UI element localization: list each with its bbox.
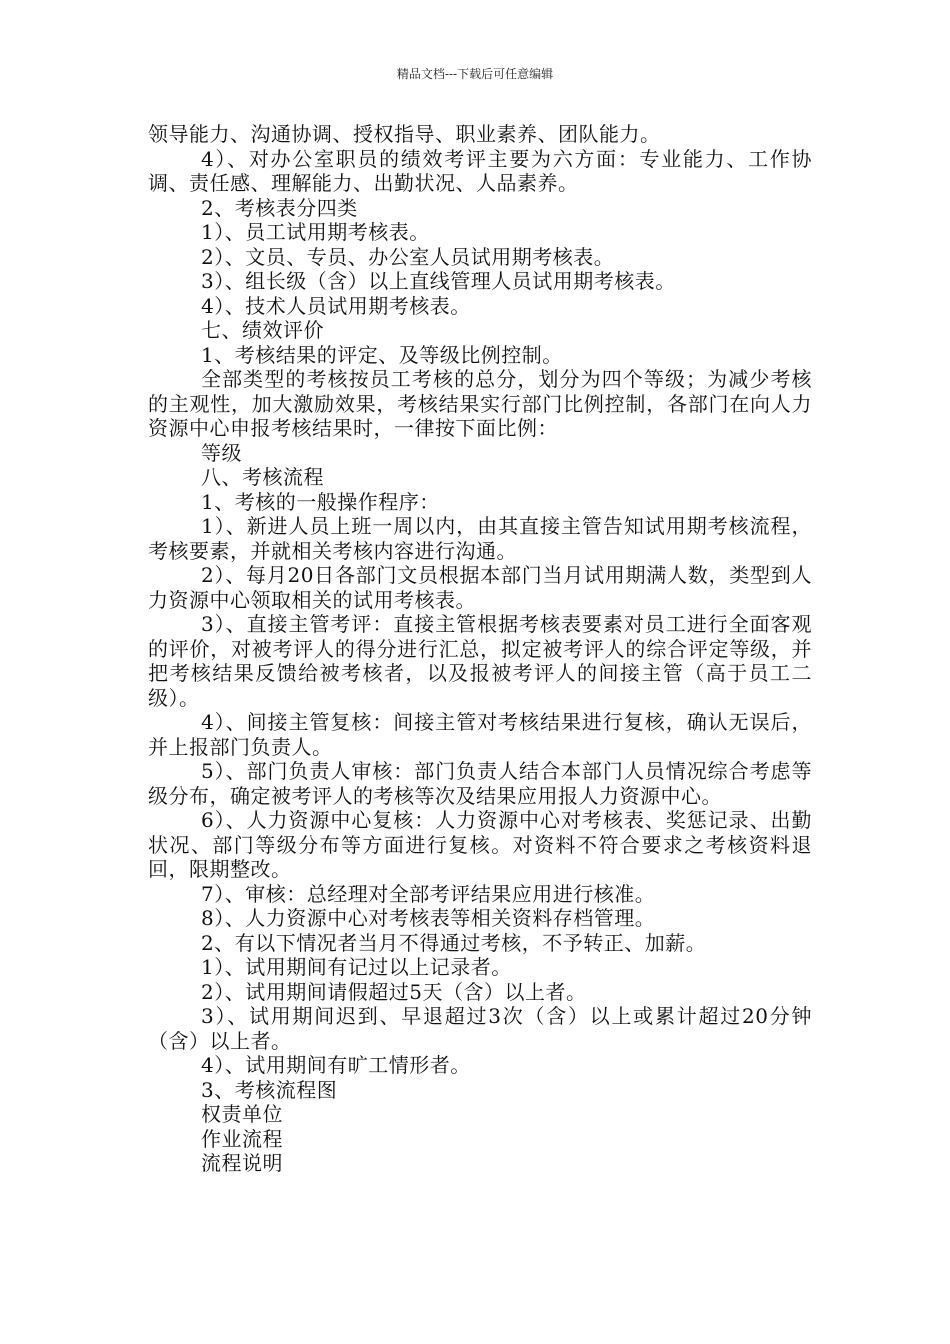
- paragraph: 6）、人力资源中心复核：人力资源中心对考核表、奖惩记录、出勤状况、部门等级分布等方面进行复核。对资料不符合要求之考核资料退回，限期整改。: [148, 808, 812, 881]
- paragraph: 2）、试用期间请假超过5天（含）以上者。: [201, 979, 587, 1004]
- paragraph: 七、绩效评价: [201, 318, 324, 342]
- paragraph: 全部类型的考核按员工考核的总分，划分为四个等级；为减少考核的主观性，加大激励效果，考核结果实行部门比例控制，各部门在向人力资源中心申报考核结果时，一律按下面比例：: [148, 367, 812, 440]
- paragraph: 3）、直接主管考评：直接主管根据考核表要素对员工进行全面客观的评价，对被考评人的得分进行汇总，拟定被考评人的综合评定等级，并把考核结果反馈给被考核者，以及报被考评人的间接主管（高于员工二级）。: [148, 612, 812, 710]
- paragraph: 等级: [201, 440, 242, 465]
- paragraph: 7）、审核：总经理对全部考评结果应用进行核准。: [201, 881, 656, 906]
- page-header: 精品文档---下载后可任意编辑: [396, 67, 554, 81]
- paragraph: 作业流程: [201, 1126, 283, 1151]
- paragraph: 4）、对办公室职员的绩效考评主要为六方面：专业能力、工作协调、责任感、理解能力、出勤状况、人品素养。: [148, 146, 812, 195]
- paragraph: 领导能力、沟通协调、授权指导、职业素养、团队能力。: [148, 122, 661, 146]
- paragraph: 流程说明: [201, 1151, 283, 1175]
- paragraph: 2、考核表分四类: [201, 195, 358, 220]
- paragraph: 八、考核流程: [201, 465, 324, 489]
- paragraph: 2）、每月20日各部门文员根据本部门当月试用期满人数，类型到人力资源中心领取相关的试用考核表。: [148, 563, 812, 612]
- paragraph: 权责单位: [201, 1102, 283, 1126]
- paragraph: 1）、试用期间有记过以上记录者。: [201, 955, 512, 979]
- paragraph: 1、考核的一般操作程序：: [201, 489, 440, 514]
- paragraph: 4）、技术人员试用期考核表。: [201, 293, 471, 318]
- document-body: [148, 122, 812, 1176]
- paragraph: 3、考核流程图: [201, 1077, 338, 1102]
- paragraph: 1、考核结果的评定、及等级比例控制。: [201, 342, 563, 367]
- paragraph: 8）、人力资源中心对考核表等相关资料存档管理。: [201, 906, 656, 930]
- paragraph: 1）、员工试用期考核表。: [201, 220, 430, 244]
- paragraph: 3）、试用期间迟到、早退超过3次（含）以上或累计超过20分钟（含）以上者。: [148, 1004, 812, 1053]
- paragraph: 3）、组长级（含）以上直线管理人员试用期考核表。: [201, 269, 676, 293]
- paragraph: 2、有以下情况者当月不得通过考核，不予转正、加薪。: [201, 930, 707, 955]
- paragraph: 4）、试用期间有旷工情形者。: [201, 1053, 471, 1077]
- paragraph: 4）、间接主管复核：间接主管对考核结果进行复核，确认无误后，并上报部门负责人。: [148, 710, 812, 759]
- paragraph: 2）、文员、专员、办公室人员试用期考核表。: [201, 244, 615, 269]
- paragraph: 1）、新进人员上班一周以内，由其直接主管告知试用期考核流程，考核要素，并就相关考核内容进行沟通。: [148, 514, 812, 563]
- paragraph: 5）、部门负责人审核：部门负责人结合本部门人员情况综合考虑等级分布，确定被考评人的考核等次及结果应用报人力资源中心。: [148, 759, 812, 808]
